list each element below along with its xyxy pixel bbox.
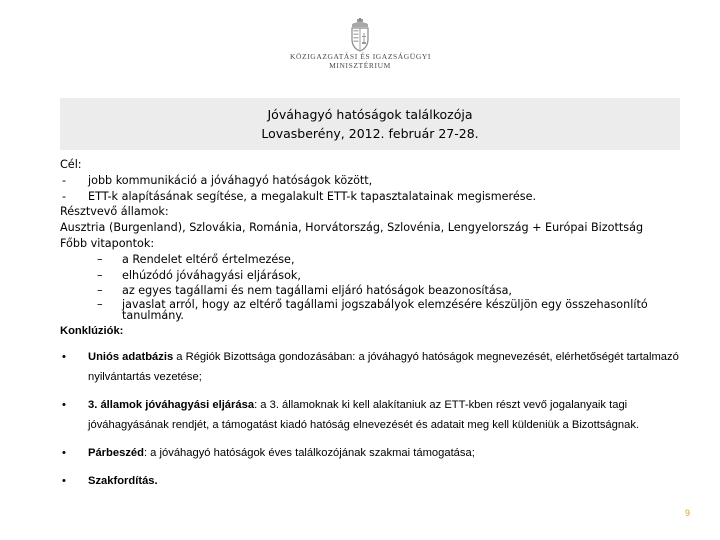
debate-item <box>60 252 700 268</box>
conclusion-item-bold: Uniós adatbázis <box>88 351 174 364</box>
conclusion-item-text: : a 3. államoknak ki kell alakítaniuk az ETT-kben részt vevő jogalanyaik tagi jóváhagyásának rendjét, a támogatást kiadó hatóság elnevezését és adatait meg kell küldeniük a Bizottságnak. <box>88 399 640 432</box>
debate-item-text: a Rendelet eltérő értelmezése, <box>122 252 295 266</box>
dash-marker: – <box>97 284 103 298</box>
conclusion-item <box>60 395 700 435</box>
title-box <box>60 98 680 150</box>
ministry-name-line2: MINISZTÉRIUM <box>329 61 391 70</box>
debates-heading: Főbb vitapontok: <box>60 236 155 250</box>
conclusion-item-bold: Szakfordítás. <box>88 475 158 488</box>
slide-content <box>60 157 700 491</box>
goal-item-text: ETT-k alapításának segítése, a megalakult ETT-k tapasztalatainak megismerése. <box>88 189 537 203</box>
bullet-marker: • <box>62 351 66 364</box>
states-list: Ausztria (Burgenland), Szlovákia, Románia, Horvátország, Szlovénia, Lengyelország + Európai Bizottság <box>60 221 644 235</box>
ministry-logo <box>290 18 430 70</box>
hungarian-coat-of-arms-icon <box>347 18 373 52</box>
debate-item <box>60 299 692 321</box>
bullet-marker: • <box>62 399 66 412</box>
conclusion-item-text: : a jóváhagyó hatóságok éves találkozójának szakmai támogatása; <box>143 447 475 460</box>
dash-marker: – <box>97 298 103 312</box>
title-line2: Lovasberény, 2012. február 27-28. <box>261 126 479 141</box>
debate-item <box>60 268 700 284</box>
debate-item-text: az egyes tagállami és nem tagállami eljáró hatóságok beazonosítása, <box>122 284 512 298</box>
dash-marker: – <box>97 268 103 282</box>
conclusions-heading: Konklúziók: <box>60 325 124 338</box>
states-heading: Résztvevő államok: <box>60 205 169 219</box>
title-line1: Jóváhagyó hatóságok találkozója <box>267 107 473 122</box>
ministry-name-line1: KÖZIGAZGATÁSI ÉS IGAZSÁGÜGYI <box>290 52 431 61</box>
conclusion-item <box>60 443 700 463</box>
dash-marker: – <box>97 252 103 266</box>
dash-marker: - <box>62 189 67 203</box>
conclusion-item <box>60 347 700 387</box>
conclusion-item-bold: 3. államok jóváhagyási eljárása <box>88 399 255 412</box>
conclusions-section <box>60 324 700 491</box>
debate-item-text: javaslat arról, hogy az eltérő tagállami jogszabályok elemzésére készüljön egy összehasonlító tanulmány. <box>122 298 648 323</box>
goal-item <box>60 173 700 189</box>
debate-item-text: elhúzódó jóváhagyási eljárások, <box>122 268 301 282</box>
page-number: 9 <box>685 508 691 518</box>
goal-heading: Cél: <box>60 158 82 171</box>
conclusion-item-bold: Párbeszéd <box>88 447 144 460</box>
goal-item-text: jobb kommunikáció a jóváhagyó hatóságok között, <box>88 173 373 187</box>
conclusion-item-text: a Régiók Bizottsága gondozásában: a jóváhagyó hatóságok megnevezését, elérhetőségét tartalmazó nyilvántartás vezetése; <box>88 351 679 384</box>
debate-item <box>60 283 700 299</box>
goal-item <box>60 189 700 205</box>
bullet-marker: • <box>62 475 66 488</box>
dash-marker: - <box>62 173 67 187</box>
conclusion-item <box>60 471 700 491</box>
bullet-marker: • <box>62 447 66 460</box>
